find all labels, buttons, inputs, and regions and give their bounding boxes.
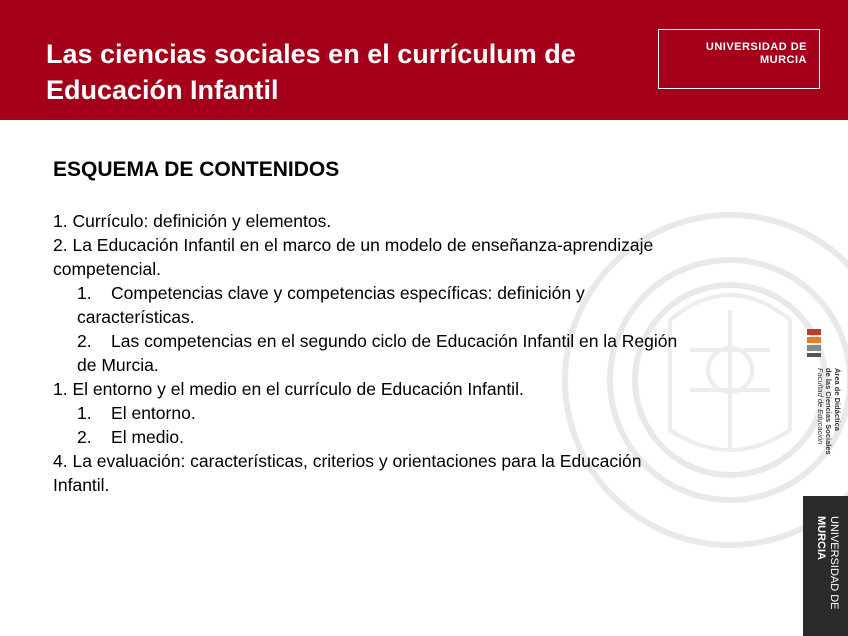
logo-line-2: MURCIA: [760, 54, 807, 66]
department-label: [803, 322, 848, 472]
faculty-line: Facultad de Educación: [816, 368, 825, 445]
footer-logo-line-1: UNIVERSIDAD DE: [828, 516, 840, 610]
title-line-2: Educación Infantil: [46, 75, 279, 105]
list-item: 1. Currículo: definición y elementos.: [53, 211, 332, 231]
header-banner: [0, 0, 848, 120]
contents-list: [53, 209, 753, 497]
list-item: competencial.: [53, 259, 161, 279]
list-item: 2. La Educación Infantil en el marco de un modelo de enseñanza-aprendizaje: [53, 235, 654, 255]
list-subitem: 2. El medio.: [77, 427, 184, 447]
section-heading: ESQUEMA DE CONTENIDOS: [53, 158, 340, 181]
title-line-1: Las ciencias sociales en el currículum de: [46, 39, 576, 69]
list-subitem: 1. Competencias clave y competencias específicas: definición y: [77, 283, 585, 303]
footer-logo-text: [814, 516, 840, 626]
department-text: [815, 368, 841, 508]
list-subitem: 1. El entorno.: [77, 403, 196, 423]
footer-logo-line-2: MURCIA: [815, 516, 827, 560]
page-title: [46, 36, 646, 108]
list-item: Infantil.: [53, 475, 110, 495]
logo-line-1: UNIVERSIDAD DE: [705, 41, 807, 53]
department-logo-icon: [805, 327, 823, 359]
list-subitem: de Murcia.: [77, 355, 159, 375]
list-item: 1. El entorno y el medio en el currículo de Educación Infantil.: [53, 379, 524, 399]
list-subitem: características.: [77, 307, 195, 327]
department-line-2: de las Ciencias Sociales: [824, 368, 834, 455]
department-line-1: Área de Didáctica: [833, 368, 842, 431]
university-logo: [658, 29, 820, 89]
list-item: 4. La evaluación: características, criterios y orientaciones para la Educación: [53, 451, 642, 471]
list-subitem: 2. Las competencias en el segundo ciclo de Educación Infantil en la Región: [77, 331, 678, 351]
footer-logo-bar: [803, 496, 848, 636]
